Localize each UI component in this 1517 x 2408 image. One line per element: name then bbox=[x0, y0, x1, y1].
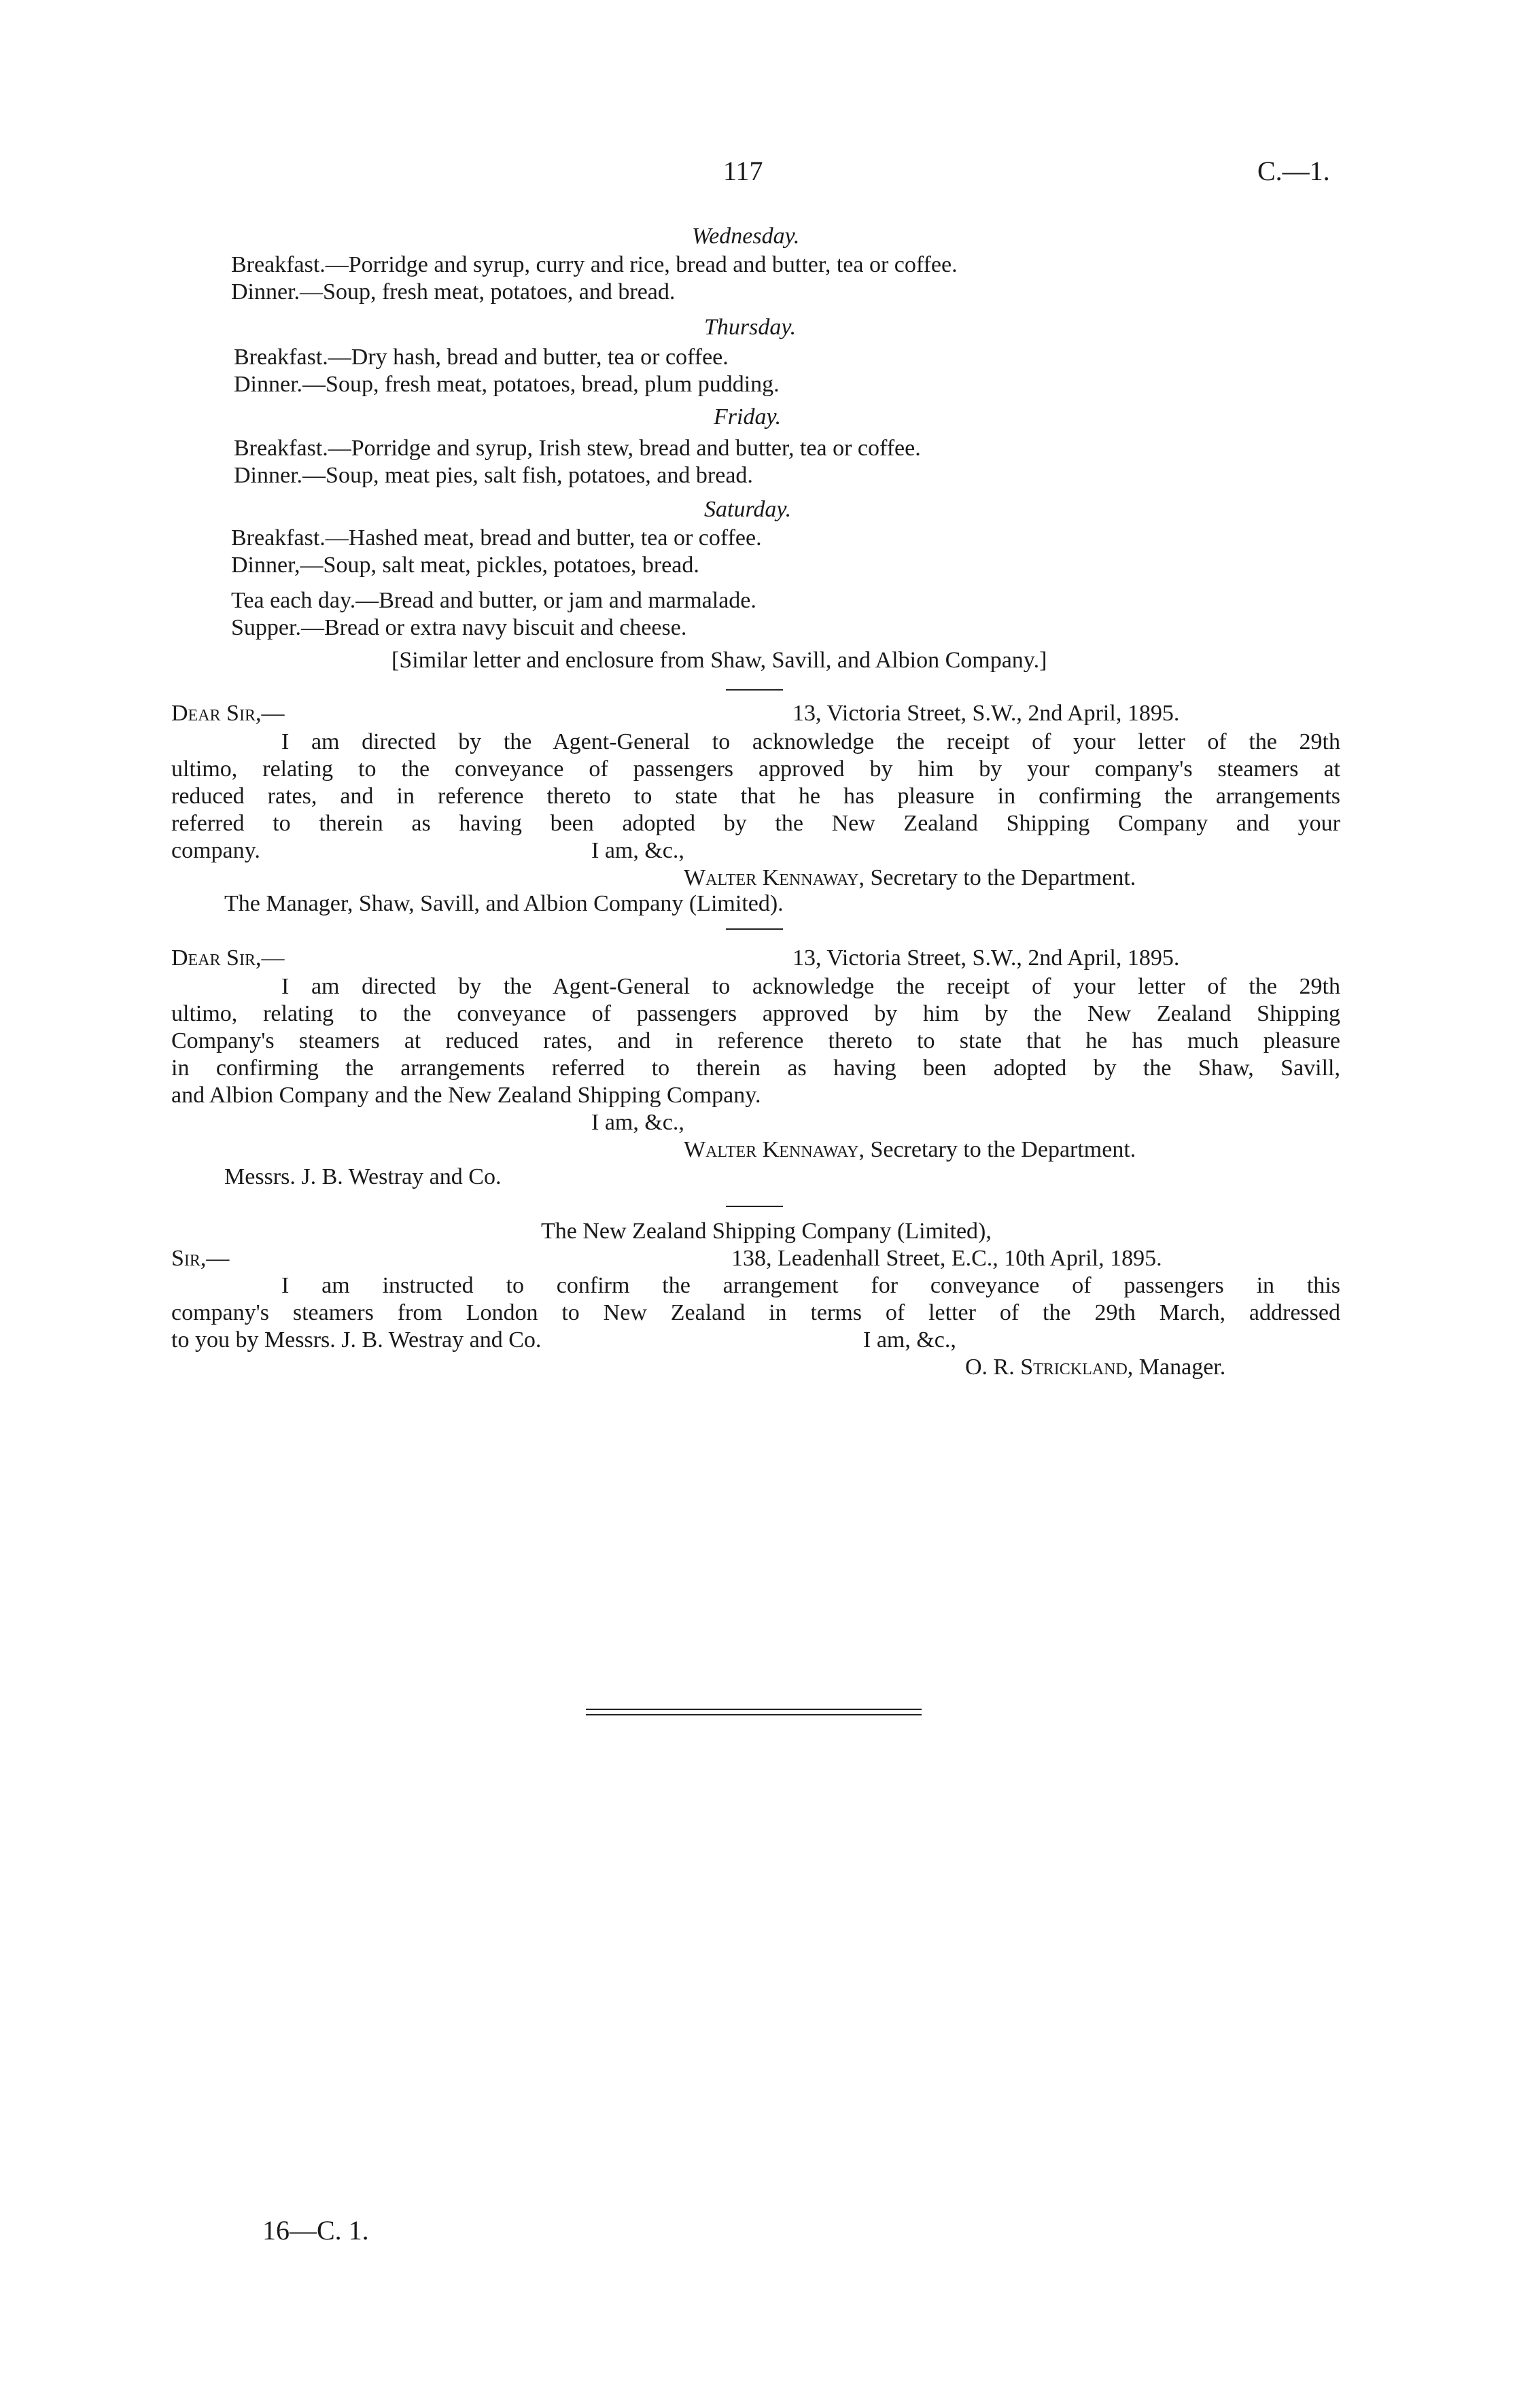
supper-line: Supper.—Bread or extra navy biscuit and cheese. bbox=[231, 615, 687, 640]
closing: I am, &c., bbox=[863, 1327, 956, 1353]
tea-line: Tea each day.—Bread and butter, or jam and marmalade. bbox=[231, 588, 756, 613]
document-reference: C.—1. bbox=[1257, 156, 1330, 186]
signature-name: Walter Kennaway bbox=[684, 865, 859, 890]
body-line: reduced rates, and in reference thereto to state that he has pleasure in confirming the arrangements bbox=[171, 784, 1340, 809]
sender-company: The New Zealand Shipping Company (Limited), bbox=[541, 1219, 992, 1244]
signature bbox=[965, 1354, 1225, 1381]
separator-rule bbox=[726, 928, 783, 930]
menu-line: Dinner.—Soup, meat pies, salt fish, potatoes, and bread. bbox=[234, 463, 753, 488]
end-double-rule-bottom bbox=[586, 1714, 922, 1715]
signature-title: , Manager. bbox=[1127, 1355, 1226, 1380]
end-double-rule-top bbox=[586, 1709, 922, 1710]
menu-line: Dinner.—Soup, fresh meat, potatoes, and bread. bbox=[231, 279, 676, 304]
salutation: Sir,— bbox=[171, 1246, 230, 1271]
signature bbox=[684, 865, 1136, 892]
menu-line: Breakfast.—Hashed meat, bread and butter, tea or coffee. bbox=[231, 525, 762, 551]
day-heading-wednesday: Wednesday. bbox=[692, 224, 800, 249]
salutation: Dear Sir,— bbox=[171, 701, 285, 726]
body-line: ultimo, relating to the conveyance of passengers approved by him by your company's steamers at bbox=[171, 756, 1340, 782]
menu-line: Dinner.—Soup, fresh meat, potatoes, bread, plum pudding. bbox=[234, 372, 780, 397]
signature-name: Walter Kennaway bbox=[684, 1137, 859, 1162]
signature-title: , Secretary to the Department. bbox=[858, 865, 1136, 890]
body-line: Company's steamers at reduced rates, and in reference thereto to state that he has much pleasure bbox=[171, 1028, 1340, 1053]
menu-line: Breakfast.—Dry hash, bread and butter, tea or coffee. bbox=[234, 345, 729, 370]
body-line: in confirming the arrangements referred to therein as having been adopted by the Shaw, Savill, bbox=[171, 1055, 1340, 1081]
addressee: The Manager, Shaw, Savill, and Albion Company (Limited). bbox=[224, 891, 784, 916]
body-last-line: to you by Messrs. J. B. Westray and Co. bbox=[171, 1327, 542, 1353]
address-date: 138, Leadenhall Street, E.C., 10th April, 1895. bbox=[731, 1246, 1162, 1271]
body-line: referred to therein as having been adopted by the New Zealand Shipping Company and your bbox=[171, 811, 1340, 836]
addressee: Messrs. J. B. Westray and Co. bbox=[224, 1164, 502, 1189]
body-line: I am directed by the Agent-General to acknowledge the receipt of your letter of the 29th bbox=[281, 729, 1340, 754]
body-line: I am directed by the Agent-General to acknowledge the receipt of your letter of the 29th bbox=[281, 974, 1340, 999]
address-date: 13, Victoria Street, S.W., 2nd April, 1895. bbox=[792, 701, 1180, 726]
signature-name: O. R. Strickland bbox=[965, 1355, 1128, 1380]
enclosure-note: [Similar letter and enclosure from Shaw, Savill, and Albion Company.] bbox=[391, 648, 1047, 673]
menu-line: Breakfast.—Porridge and syrup, curry and rice, bread and butter, tea or coffee. bbox=[231, 252, 958, 277]
menu-line: Breakfast.—Porridge and syrup, Irish stew, bread and butter, tea or coffee. bbox=[234, 436, 921, 461]
day-heading-saturday: Saturday. bbox=[704, 497, 792, 522]
menu-line: Dinner,—Soup, salt meat, pickles, potatoes, bread. bbox=[231, 553, 699, 578]
printer-signature-mark: 16—C. 1. bbox=[262, 2215, 369, 2246]
day-heading-friday: Friday. bbox=[714, 404, 782, 430]
signature bbox=[684, 1136, 1136, 1164]
address-date: 13, Victoria Street, S.W., 2nd April, 1895. bbox=[792, 945, 1180, 971]
body-line: company's steamers from London to New Zealand in terms of letter of the 29th March, addressed bbox=[171, 1300, 1340, 1325]
salutation: Dear Sir,— bbox=[171, 945, 285, 971]
body-last-line: and Albion Company and the New Zealand Shipping Company. bbox=[171, 1083, 761, 1108]
body-last-line: company. bbox=[171, 838, 260, 863]
body-line: ultimo, relating to the conveyance of passengers approved by him by the New Zealand Shipping bbox=[171, 1001, 1340, 1026]
signature-title: , Secretary to the Department. bbox=[858, 1137, 1136, 1162]
separator-rule bbox=[726, 1206, 783, 1207]
separator-rule bbox=[726, 689, 783, 691]
day-heading-thursday: Thursday. bbox=[704, 315, 797, 340]
closing: I am, &c., bbox=[591, 1110, 684, 1135]
page-number: 117 bbox=[723, 156, 763, 186]
closing: I am, &c., bbox=[591, 838, 684, 863]
body-line: I am instructed to confirm the arrangement for conveyance of passengers in this bbox=[281, 1273, 1340, 1298]
